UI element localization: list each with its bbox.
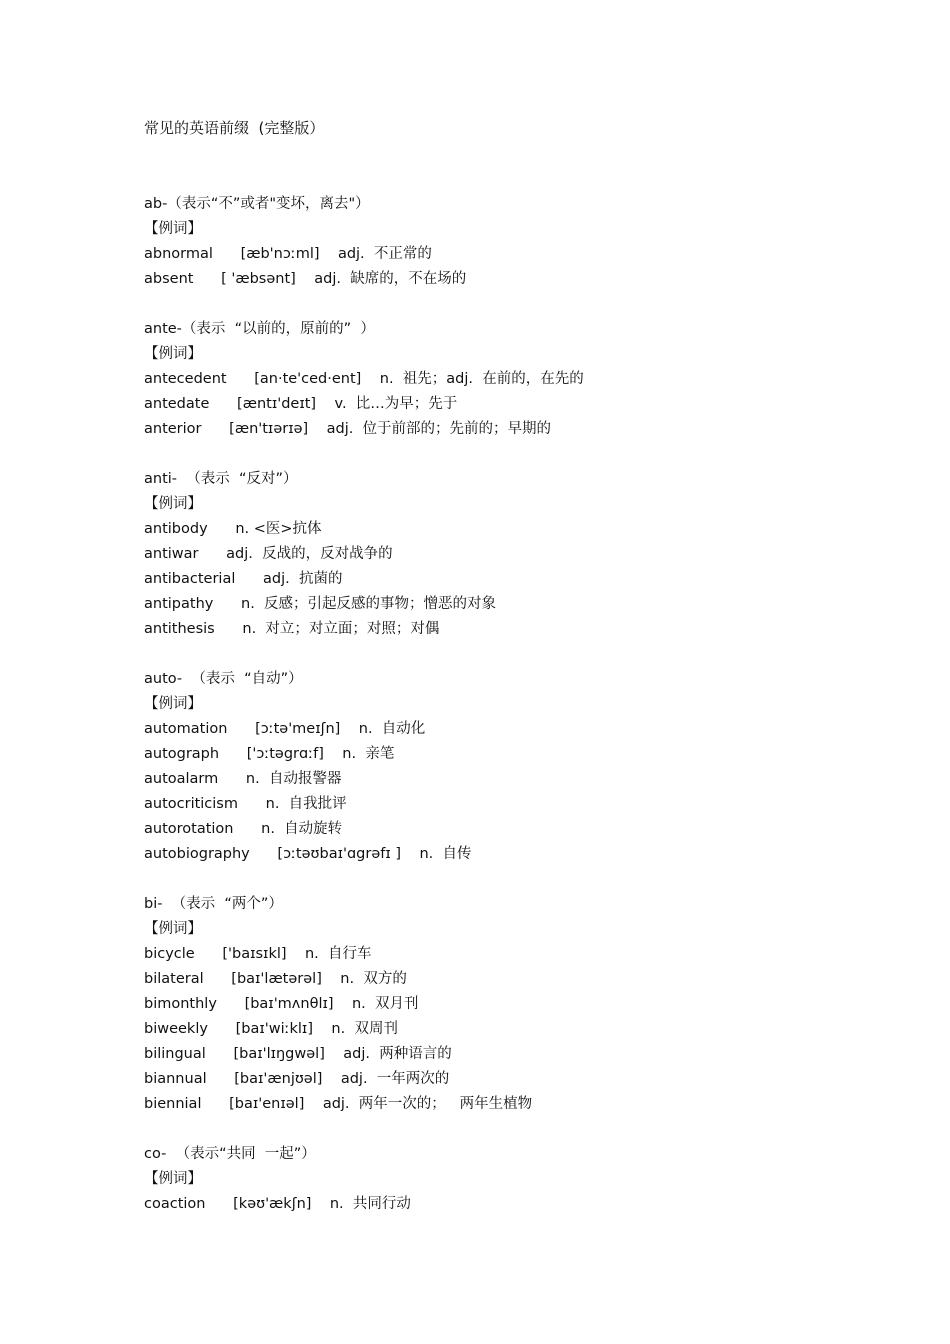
entry-word: coaction (144, 1196, 206, 1212)
entry-definition: adj. 两种语言的 (343, 1046, 452, 1062)
entry-definition: n. 共同行动 (329, 1196, 411, 1212)
examples-label: 【例词】 (144, 346, 202, 362)
entry-definition: n. 自传 (419, 846, 472, 862)
examples-label: 【例词】 (144, 221, 202, 237)
entry-definition: n. 反感；引起反感的事物；憎恶的对象 (241, 596, 497, 612)
entry-phonetic: [ɔːtəʊbaɪ'ɑgrəfɪ ] (277, 846, 402, 862)
entry-phonetic: [baɪ'mʌnθlɪ] (244, 996, 334, 1012)
document-page (144, 117, 904, 1242)
entry-word: biennial (144, 1096, 202, 1112)
entry-word: antedate (144, 396, 210, 412)
examples-label: 【例词】 (144, 921, 202, 937)
entry-word: antibody (144, 521, 208, 537)
prefix-heading: ante-（表示 “以前的，原前的” ） (144, 321, 375, 337)
prefix-heading: ab-（表示“不”或者"变坏，离去"） (144, 196, 370, 212)
example-entry (144, 517, 904, 542)
example-entry (144, 242, 904, 267)
prefix-section (144, 317, 904, 442)
example-entry (144, 417, 904, 442)
document-title: 常见的英语前缀 (完整版） (144, 119, 325, 137)
example-entry (144, 942, 904, 967)
example-entry (144, 392, 904, 417)
entry-definition: n. 对立；对立面；对照；对偶 (242, 621, 440, 637)
entry-definition: n. 亲笔 (342, 746, 395, 762)
entry-phonetic: [an·te'ced·ent] (254, 371, 362, 387)
prefix-sections (144, 192, 904, 1217)
entry-word: automation (144, 721, 228, 737)
example-entry (144, 1092, 904, 1117)
entry-word: bilingual (144, 1046, 206, 1062)
entry-definition: n. 自动化 (358, 721, 426, 737)
entry-definition: n. 双周刊 (331, 1021, 398, 1037)
entry-phonetic: ['ɔːtəgrɑːf] (246, 746, 324, 762)
example-entry (144, 1017, 904, 1042)
entry-phonetic: [æntɪ'deɪt] (237, 396, 317, 412)
entry-definition: n. 自动报警器 (245, 771, 342, 787)
entry-definition: adj. 反战的，反对战争的 (226, 546, 393, 562)
examples-label: 【例词】 (144, 696, 202, 712)
prefix-heading: co- （表示“共同 一起”） (144, 1146, 316, 1162)
prefix-section (144, 467, 904, 642)
entry-definition: n. 自行车 (304, 946, 372, 962)
entry-definition: n. 祖先；adj. 在前的，在先的 (379, 371, 584, 387)
entry-definition: n. 双月刊 (351, 996, 419, 1012)
example-entry (144, 792, 904, 817)
entry-word: absent (144, 271, 194, 287)
prefix-heading: bi- （表示 “两个”） (144, 896, 283, 912)
entry-word: autorotation (144, 821, 234, 837)
entry-phonetic: [baɪ'ænjʊəl] (234, 1071, 323, 1087)
example-entry (144, 567, 904, 592)
entry-definition: adj. 两年一次的； 两年生植物 (322, 1096, 533, 1112)
example-entry (144, 992, 904, 1017)
entry-word: antithesis (144, 621, 215, 637)
entry-definition: adj. 一年两次的 (340, 1071, 450, 1087)
entry-definition: adj. 位于前部的；先前的；早期的 (326, 421, 552, 437)
entry-word: antibacterial (144, 571, 236, 587)
examples-label: 【例词】 (144, 496, 202, 512)
entry-word: autocriticism (144, 796, 238, 812)
entry-phonetic: [æb'nɔːml] (240, 246, 320, 262)
example-entry (144, 1067, 904, 1092)
prefix-section (144, 667, 904, 867)
entry-definition: adj. 缺席的，不在场的 (314, 271, 467, 287)
entry-definition: n. 自我批评 (265, 796, 347, 812)
entry-word: antipathy (144, 596, 214, 612)
entry-definition: n. 双方的 (340, 971, 407, 987)
example-entry (144, 267, 904, 292)
entry-phonetic: [ 'æbsənt] (221, 271, 296, 287)
prefix-heading: anti- （表示 “反对”） (144, 471, 298, 487)
example-entry (144, 967, 904, 992)
entry-word: antecedent (144, 371, 227, 387)
entry-definition: adj. 不正常的 (337, 246, 432, 262)
entry-phonetic: [ɔːtə'meɪʃn] (255, 721, 341, 737)
entry-definition: n. 自动旋转 (261, 821, 343, 837)
example-entry (144, 842, 904, 867)
prefix-heading: auto- （表示 “自动”） (144, 671, 303, 687)
example-entry (144, 1192, 904, 1217)
example-entry (144, 542, 904, 567)
example-entry (144, 717, 904, 742)
examples-label: 【例词】 (144, 1171, 202, 1187)
entry-phonetic: [baɪ'wiːklɪ] (235, 1021, 313, 1037)
entry-definition: adj. 抗菌的 (263, 571, 343, 587)
entry-word: bicycle (144, 946, 195, 962)
entry-definition: v. 比…为早；先于 (334, 396, 458, 412)
entry-word: bimonthly (144, 996, 217, 1012)
entry-word: anterior (144, 421, 202, 437)
entry-word: bilateral (144, 971, 204, 987)
prefix-section (144, 1142, 904, 1217)
example-entry (144, 767, 904, 792)
entry-phonetic: [baɪ'lɪŋgwəl] (233, 1046, 325, 1062)
entry-word: autobiography (144, 846, 250, 862)
entry-word: biannual (144, 1071, 207, 1087)
entry-word: abnormal (144, 246, 213, 262)
entry-phonetic: [kəʊ'ækʃn] (233, 1196, 312, 1212)
example-entry (144, 742, 904, 767)
example-entry (144, 817, 904, 842)
entry-word: autograph (144, 746, 220, 762)
entry-phonetic: [baɪ'enɪəl] (229, 1096, 305, 1112)
example-entry (144, 367, 904, 392)
prefix-section (144, 192, 904, 292)
entry-word: autoalarm (144, 771, 219, 787)
example-entry (144, 1042, 904, 1067)
entry-phonetic: [æn'tɪərɪə] (229, 421, 309, 437)
entry-definition: n. <医>抗体 (235, 521, 322, 537)
example-entry (144, 592, 904, 617)
entry-word: antiwar (144, 546, 199, 562)
entry-word: biweekly (144, 1021, 208, 1037)
entry-phonetic: ['baɪsɪkl] (222, 946, 287, 962)
example-entry (144, 617, 904, 642)
prefix-section (144, 892, 904, 1117)
entry-phonetic: [baɪ'lætərəl] (231, 971, 322, 987)
